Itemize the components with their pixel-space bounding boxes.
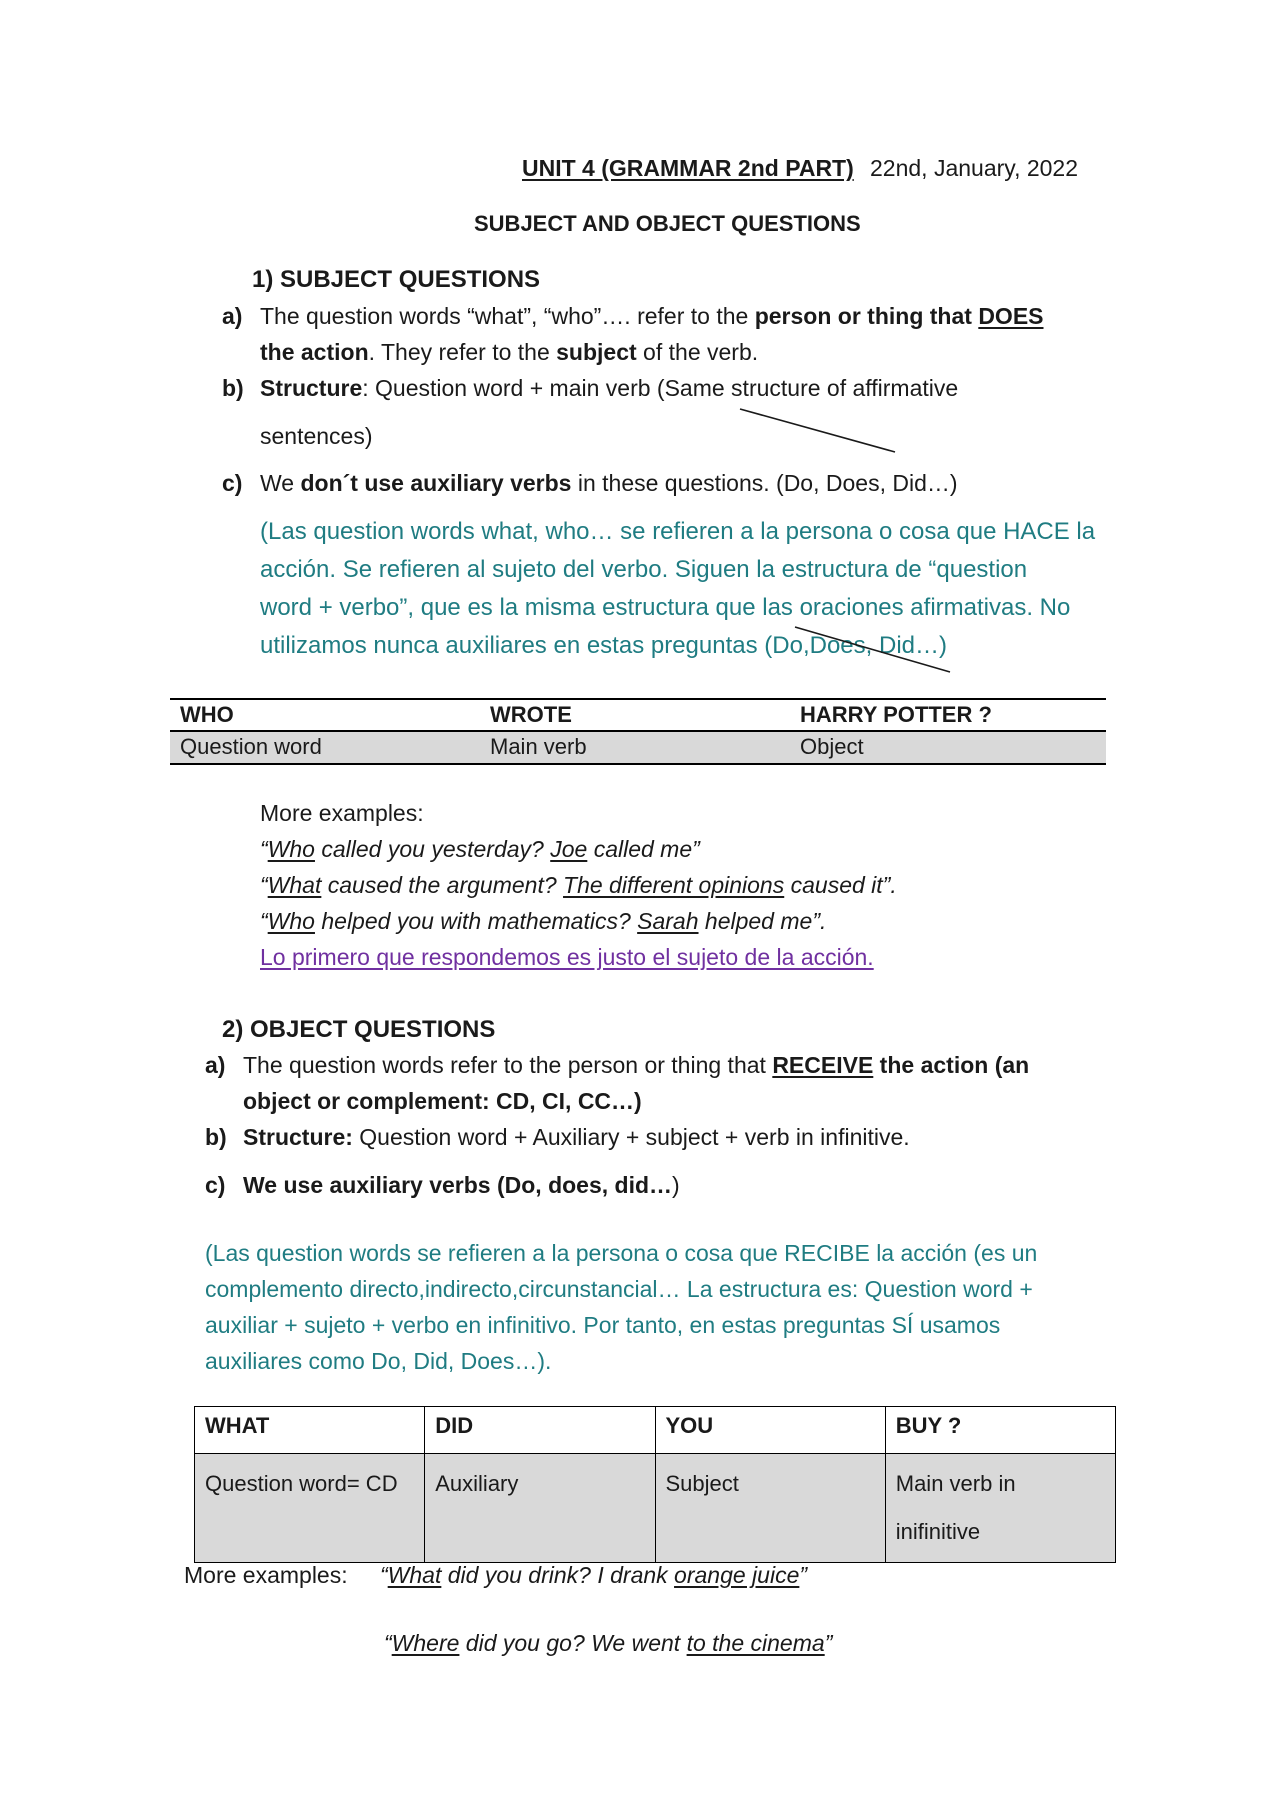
example-text: helped you with mathematics? [314,908,638,934]
example-quote: “ [260,908,268,934]
item-a-text1: The question words refer to the person or thing that [243,1052,773,1078]
example-line [260,908,826,936]
section1-spanish-line-3: word + verbo”, que es la misma estructura que las oraciones afirmativas. No [260,594,1071,621]
section1-more-examples-label: More examples: [260,800,424,826]
table-cell: DID [425,1407,655,1454]
section2-heading: 2) OBJECT QUESTIONS [222,1016,496,1043]
section2-item-c [205,1172,680,1200]
example-text: caused it”. [784,872,897,898]
item-a-bold2: the action [260,339,369,365]
table-cell: Question word [170,731,480,763]
example-answer: The different opinions [563,872,785,898]
item-b-bold: Structure [260,375,363,401]
item-label: a) [205,1052,226,1078]
table-cell [885,1454,1115,1563]
item-a-does: DOES [978,303,1044,329]
table-cell: Question word= CD [195,1454,425,1563]
example-quote: “ [380,1562,388,1588]
section2-item-a-line2: object or complement: CD, CI, CC…) [243,1088,642,1114]
example-quote: “ [384,1630,392,1656]
section1-note: Lo primero que respondemos es justo el sujeto de la acción. [260,944,874,970]
item-c-text2: in these questions. (Do, Does, Did…) [571,470,958,496]
example-text: did you go? We went [459,1630,687,1656]
strike-line-2 [795,627,950,672]
section2-item-a [205,1052,1029,1080]
example-text: did you drink? I drank [441,1562,675,1588]
item-label: a) [222,303,243,329]
example-text: called me” [587,836,700,862]
table-row [195,1454,1116,1563]
example-text: called you yesterday? [314,836,551,862]
table-cell: HARRY POTTER ? [790,699,1106,731]
table-cell: YOU [655,1407,885,1454]
table-cell: WROTE [480,699,790,731]
item-label: b) [222,375,244,401]
item-label: c) [222,470,243,496]
table-cell: Auxiliary [425,1454,655,1563]
example-answer: orange juice [674,1562,800,1588]
table-cell: Object [790,731,1106,763]
document-date: 22nd, January, 2022 [870,155,1079,181]
example-question-word: Who [267,836,315,862]
example-quote: “ [260,872,268,898]
example-text: helped me”. [698,908,827,934]
item-c-text: ) [672,1172,680,1198]
example-question-word: What [267,872,322,898]
item-c-bold: don´t use auxiliary verbs [300,470,572,496]
table-cell: BUY ? [885,1407,1115,1454]
item-b-bold: Structure: [243,1124,353,1150]
section2-item-b [205,1124,910,1152]
example-question-word: Who [267,908,315,934]
example-answer: Joe [550,836,588,862]
example-text: ” [824,1630,833,1656]
section1-item-b-line2: sentences) [260,423,373,449]
example-line [260,836,700,864]
object-question-table [194,1406,1116,1563]
example-answer: to the cinema [686,1630,825,1656]
item-a-receive: RECEIVE [772,1052,874,1078]
section1-spanish-line-1: (Las question words what, who… se refieren a la persona o cosa que HACE la [260,518,1096,545]
section1-spanish-line-4: utilizamos nunca auxiliares en estas preguntas (Do,Does, Did…) [260,632,947,659]
item-b-text: : Question word + main verb (Same structure of affirmative [362,375,959,401]
item-label: b) [205,1124,227,1150]
item-label: c) [205,1172,226,1198]
table-header-row [195,1407,1116,1454]
section2-spanish-line-3: auxiliar + sujeto + verbo en infinitivo. Por tanto, en estas preguntas SÍ usamos [205,1312,1001,1338]
unit-title: UNIT 4 (GRAMMAR 2nd PART) [522,155,854,181]
table-cell: WHO [170,699,480,731]
section2-spanish-line-1: (Las question words se refieren a la persona o cosa que RECIBE la acción (es un [205,1240,1038,1266]
section2-spanish-line-2: complemento directo,indirecto,circunstancial… La estructura es: Question word + [205,1276,1033,1302]
example-quote: “ [260,836,268,862]
main-title: SUBJECT AND OBJECT QUESTIONS [474,211,861,236]
example-answer: Sarah [637,908,699,934]
example-text: caused the argument? [321,872,564,898]
example-line [380,1562,807,1590]
section2-more-examples-label: More examples: [184,1562,348,1588]
table-cell: WHAT [195,1407,425,1454]
item-a-text1: The question words “what”, “who”…. refer to the [260,303,755,329]
item-a-text2: . They refer to the [368,339,557,365]
item-a-text3: of the verb. [636,339,759,365]
example-line [260,872,897,900]
example-question-word: What [387,1562,442,1588]
table-cell: Subject [655,1454,885,1563]
table-row [170,731,1106,763]
example-question-word: Where [391,1630,460,1656]
table-header-row [170,699,1106,731]
strike-line-1 [740,409,895,452]
item-b-text: Question word + Auxiliary + subject + verb in infinitive. [352,1124,910,1150]
section1-spanish-line-2: acción. Se refieren al sujeto del verbo. Siguen la estructura de “question [260,556,1028,583]
cell-line: Main verb in [895,1471,1016,1496]
item-c-bold: We use auxiliary verbs (Do, does, did… [243,1172,673,1198]
subject-question-table [170,698,1106,765]
table-cell: Main verb [480,731,790,763]
item-a-subject: subject [556,339,637,365]
cell-line: inifinitive [895,1519,981,1544]
section2-spanish-line-4: auxiliares como Do, Did, Does…). [205,1348,552,1374]
item-c-text1: We [260,470,301,496]
item-a-bold1: the action (an [873,1052,1030,1078]
example-line [384,1630,832,1658]
section1-heading: 1) SUBJECT QUESTIONS [252,266,541,293]
example-text: ” [799,1562,808,1588]
item-a-bold1: person or thing that [754,303,979,329]
